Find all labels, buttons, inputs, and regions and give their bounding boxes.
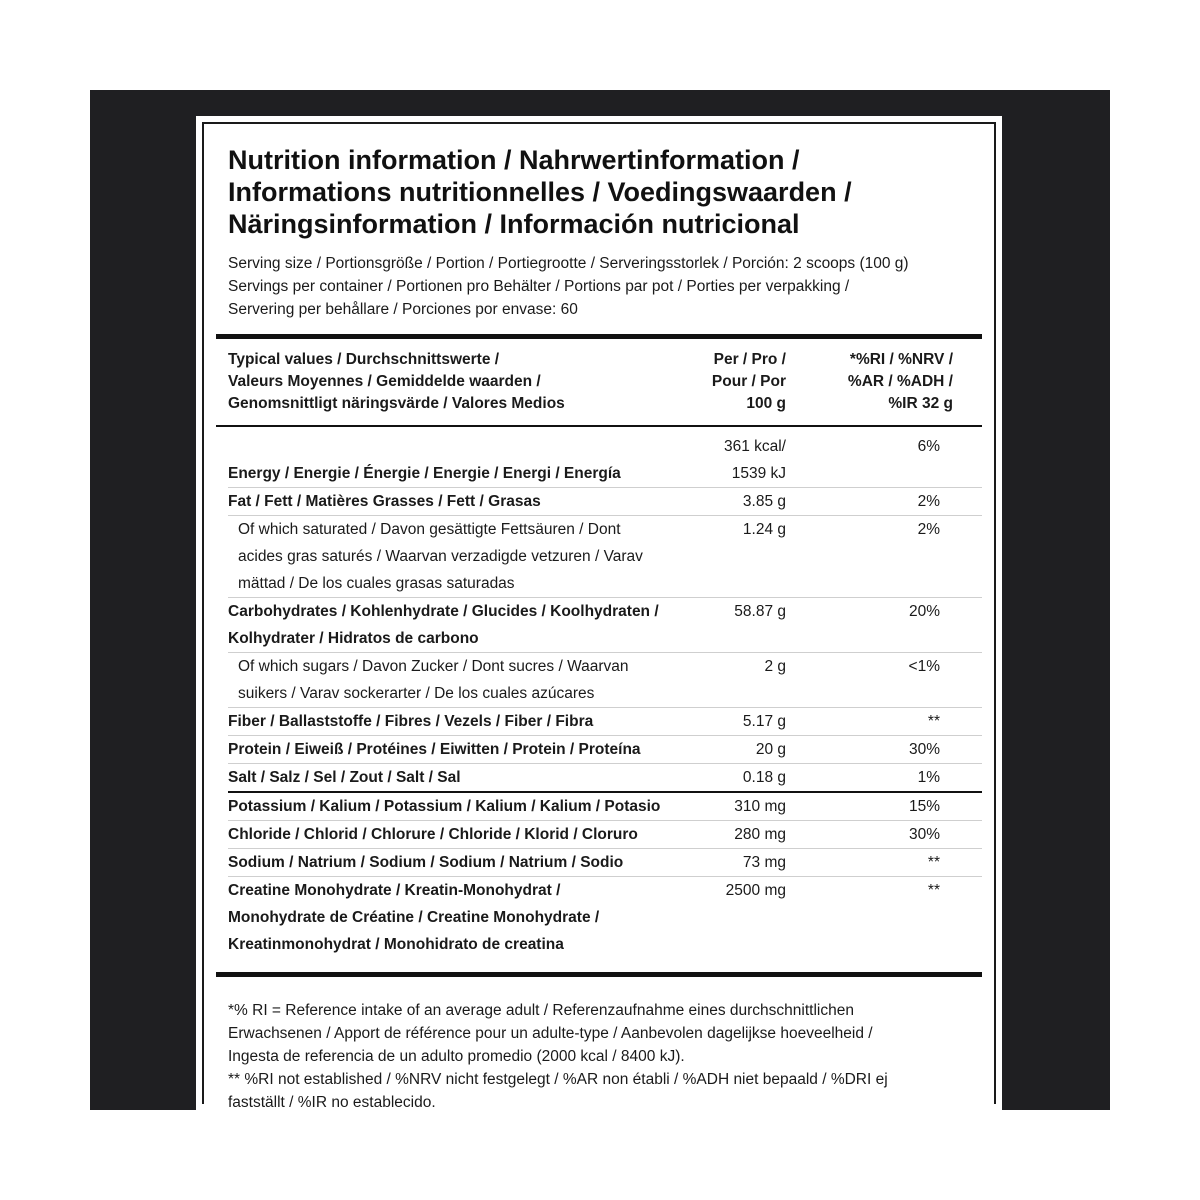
- nutrition-label-border: [202, 122, 996, 1111]
- nutrient-name: Fiber / Ballaststoffe / Fibres / Vezels / Fiber / Fibra: [228, 713, 594, 730]
- nutrient-row: [228, 598, 982, 653]
- title-line: Nutrition information / Nahrwertinformation /: [228, 145, 800, 175]
- serving-line: Serving size / Portionsgröße / Portion / Portiegrootte / Serveringsstorlek / Porción: 2 scoops (100 g): [228, 255, 909, 272]
- dark-background-frame: [90, 90, 1110, 1110]
- nutrient-row: [228, 793, 982, 821]
- nutrient-amount: 361 kcal/ 1539 kJ: [723, 438, 786, 482]
- nutrient-reference-intake: 1%: [917, 769, 940, 786]
- nutrient-reference-intake: 6%: [917, 438, 940, 455]
- nutrient-row: [228, 877, 982, 958]
- nutrient-reference-intake: **: [927, 713, 940, 730]
- nutrient-amount: 2 g: [764, 658, 786, 675]
- nutrient-amount: 1.24 g: [742, 521, 786, 538]
- footnote: [228, 999, 970, 1114]
- nutrient-row: [228, 427, 982, 488]
- nutrient-name: Chloride / Chlorid / Chlorure / Chloride / Klorid / Cloruro: [228, 826, 638, 843]
- title-line: Näringsinformation / Información nutricional: [228, 209, 800, 239]
- nutrient-amount: 280 mg: [734, 826, 786, 843]
- nutrient-name: Fat / Fett / Matières Grasses / Fett / Grasas: [228, 493, 541, 510]
- nutrient-row: [228, 849, 982, 877]
- nutrient-name: Sodium / Natrium / Sodium / Sodium / Natrium / Sodio: [228, 854, 624, 871]
- header-reference-intake: *%RI / %NRV / %AR / %ADH / %IR 32 g: [847, 351, 953, 412]
- serving-line: Servering per behållare / Porciones por envase: 60: [228, 301, 578, 318]
- nutrient-row: [228, 488, 982, 516]
- nutrient-reference-intake: 20%: [908, 603, 940, 620]
- footnote-line: Ingesta de referencia de un adulto promedio (2000 kcal / 8400 kJ).: [228, 1048, 685, 1065]
- nutrient-amount: 58.87 g: [734, 603, 786, 620]
- nutrient-amount: 3.85 g: [742, 493, 786, 510]
- nutrient-name: Creatine Monohydrate / Kreatin-Monohydrat / Monohydrate de Créatine / Creatine Monohydrate / Kreatinmonohydrat / Monohidrato de creatina: [228, 882, 600, 953]
- nutrient-name: Protein / Eiweiß / Protéines / Eiwitten / Protein / Proteína: [228, 741, 641, 758]
- nutrient-name: Energy / Energie / Énergie / Energie / Energi / Energía: [228, 465, 621, 482]
- nutrient-amount: 73 mg: [742, 854, 786, 871]
- nutrient-row: [228, 653, 982, 708]
- table-header: [228, 339, 970, 425]
- nutrient-name: Of which sugars / Davon Zucker / Dont sucres / Waarvan suikers / Varav sockerarter / De los cuales azúcares: [238, 658, 629, 702]
- nutrient-amount: 2500 mg: [725, 882, 786, 899]
- nutrient-reference-intake: 2%: [917, 493, 940, 510]
- nutrient-row: [228, 516, 982, 598]
- nutrient-reference-intake: 2%: [917, 521, 940, 538]
- nutrient-reference-intake: <1%: [908, 658, 940, 675]
- thick-divider: [216, 972, 982, 977]
- header-typical-values: Typical values / Durchschnittswerte / Valeurs Moyennes / Gemiddelde waarden / Genomsnittligt näringsvärde / Valores Medios: [228, 351, 565, 412]
- serving-line: Servings per container / Portionen pro Behälter / Portions par pot / Porties per verpakking /: [228, 278, 850, 295]
- title-line: Informations nutritionnelles / Voedingswaarden /: [228, 177, 852, 207]
- header-per-100g: Per / Pro / Pour / Por 100 g: [711, 351, 786, 412]
- nutrient-name: Potassium / Kalium / Potassium / Kalium / Kalium / Potasio: [228, 798, 661, 815]
- nutrient-reference-intake: **: [927, 882, 940, 899]
- serving-info: [228, 252, 970, 321]
- nutrient-reference-intake: 30%: [908, 826, 940, 843]
- nutrient-amount: 20 g: [755, 741, 786, 758]
- nutrient-name: Salt / Salz / Sel / Zout / Salt / Sal: [228, 769, 461, 786]
- nutrient-name: Of which saturated / Davon gesättigte Fettsäuren / Dont acides gras saturés / Waarvan verzadigde vetzuren / Varav mättad / De los cuales grasas saturadas: [238, 521, 643, 592]
- nutrient-table: [228, 427, 970, 958]
- nutrient-row: [228, 736, 982, 764]
- nutrient-amount: 5.17 g: [742, 713, 786, 730]
- label-title: [228, 144, 970, 240]
- nutrient-row: [228, 764, 982, 793]
- footnote-line: fastställt / %IR no establecido.: [228, 1094, 436, 1111]
- nutrient-row: [228, 708, 982, 736]
- nutrient-reference-intake: 15%: [908, 798, 940, 815]
- nutrient-row: [228, 821, 982, 849]
- footnote-line: Erwachsenen / Apport de référence pour un adulte-type / Aanbevolen dagelijkse hoeveelheid /: [228, 1025, 873, 1042]
- nutrient-reference-intake: 30%: [908, 741, 940, 758]
- footnote-line: ** %RI not established / %NRV nicht festgelegt / %AR non établi / %ADH niet bepaald / %DRI ej: [228, 1071, 888, 1088]
- footnote-line: *% RI = Reference intake of an average adult / Referenzaufnahme eines durchschnittlichen: [228, 1002, 854, 1019]
- nutrient-reference-intake: **: [927, 854, 940, 871]
- nutrient-amount: 0.18 g: [742, 769, 786, 786]
- nutrient-amount: 310 mg: [734, 798, 786, 815]
- nutrition-label-panel: [196, 116, 1002, 1110]
- nutrient-name: Carbohydrates / Kohlenhydrate / Glucides / Koolhydraten / Kolhydrater / Hidratos de carbono: [228, 603, 659, 647]
